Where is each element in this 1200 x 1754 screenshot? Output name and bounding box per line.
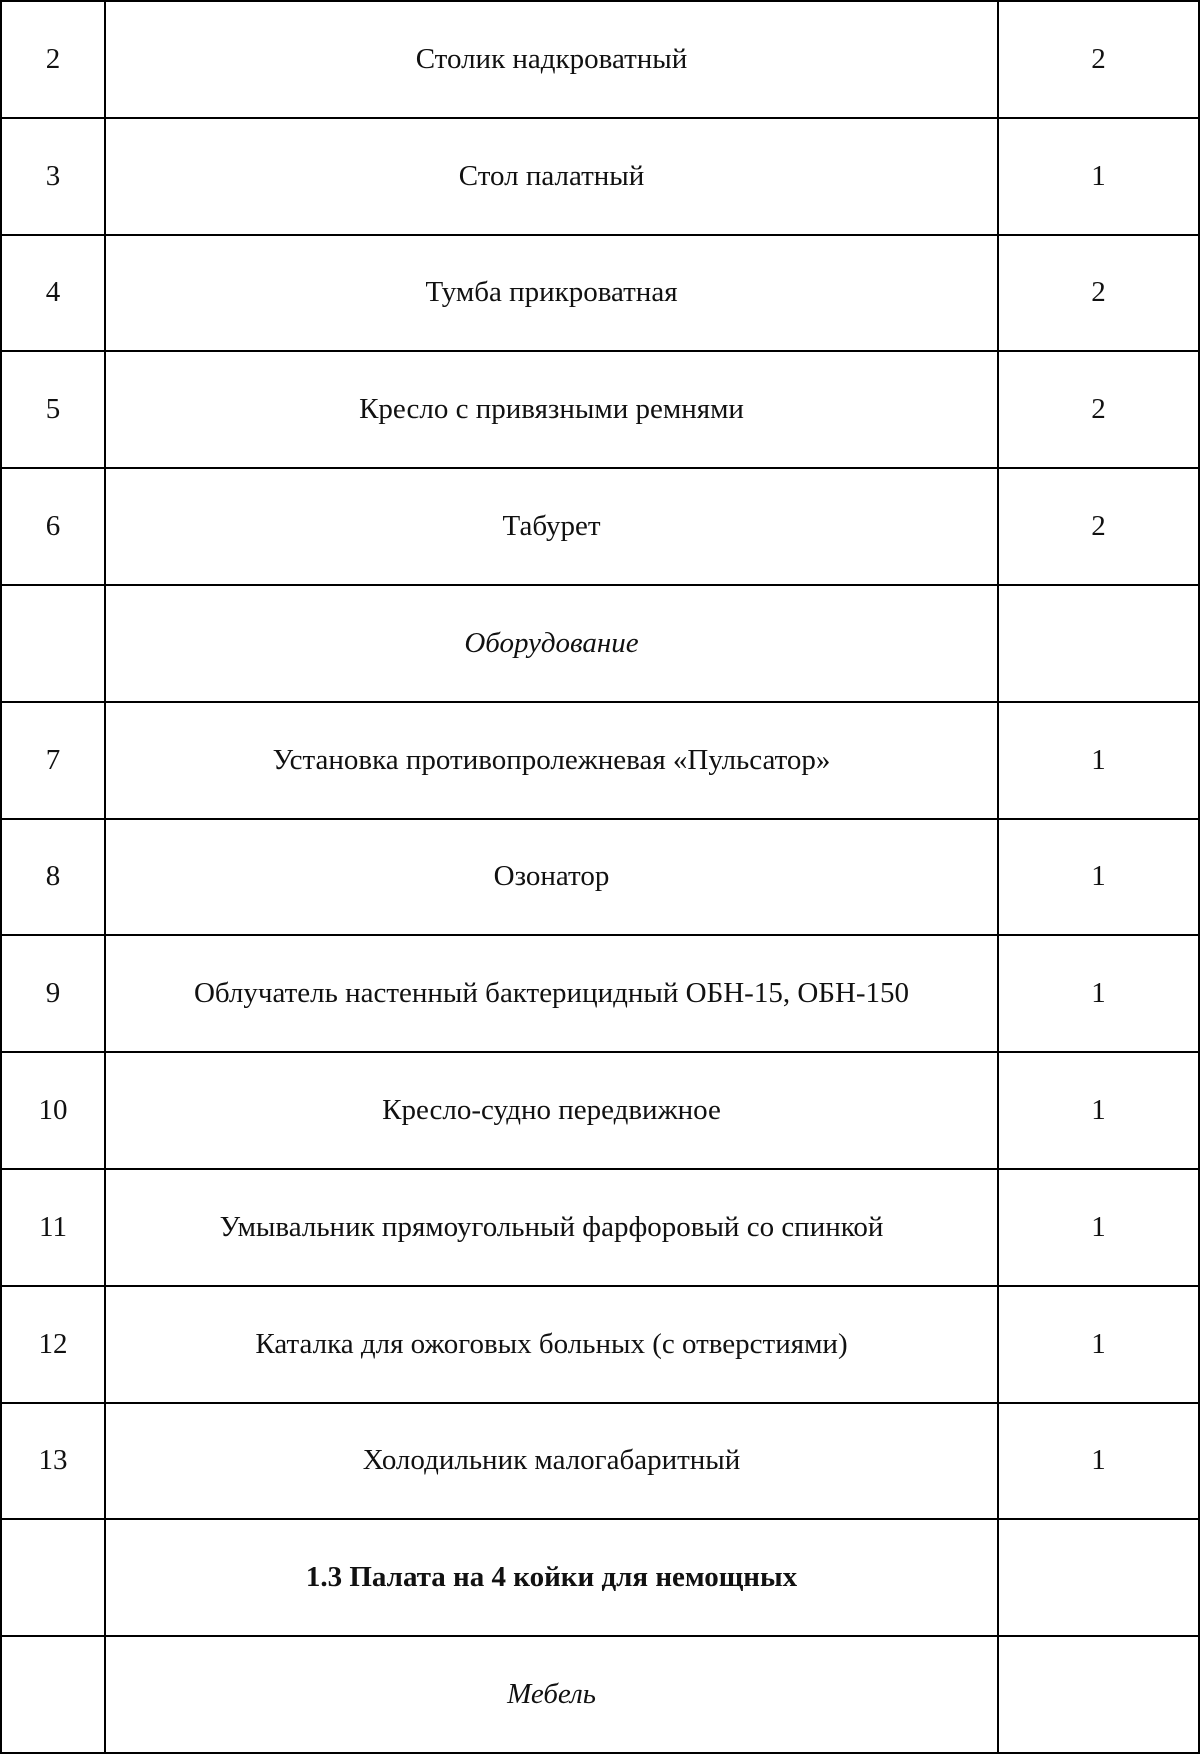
row-number-cell: 13 bbox=[1, 1403, 105, 1520]
row-number-cell: 8 bbox=[1, 819, 105, 936]
table-body bbox=[1, 1, 1199, 1753]
row-number-cell: 3 bbox=[1, 118, 105, 235]
quantity-cell: 1 bbox=[998, 118, 1199, 235]
row-number-cell: 7 bbox=[1, 702, 105, 819]
quantity-cell: 1 bbox=[998, 1403, 1199, 1520]
section-header-row bbox=[1, 1519, 1199, 1636]
row-number-cell: 9 bbox=[1, 935, 105, 1052]
subsection-title-cell: Мебель bbox=[105, 1636, 998, 1753]
quantity-cell: 1 bbox=[998, 1052, 1199, 1169]
table-row bbox=[1, 935, 1199, 1052]
row-number-cell bbox=[1, 1519, 105, 1636]
table-row bbox=[1, 819, 1199, 936]
row-number-cell: 10 bbox=[1, 1052, 105, 1169]
subsection-row bbox=[1, 585, 1199, 702]
row-number-cell: 2 bbox=[1, 1, 105, 118]
quantity-cell: 1 bbox=[998, 702, 1199, 819]
table-row bbox=[1, 1169, 1199, 1286]
quantity-cell bbox=[998, 1636, 1199, 1753]
item-name-cell: Табурет bbox=[105, 468, 998, 585]
item-name-cell: Столик надкроватный bbox=[105, 1, 998, 118]
subsection-row bbox=[1, 1636, 1199, 1753]
item-name-cell: Облучатель настенный бактерицидный ОБН-15, ОБН-150 bbox=[105, 935, 998, 1052]
item-name-cell: Кресло-судно передвижное bbox=[105, 1052, 998, 1169]
quantity-cell bbox=[998, 585, 1199, 702]
row-number-cell: 6 bbox=[1, 468, 105, 585]
quantity-cell: 2 bbox=[998, 351, 1199, 468]
item-name-cell: Кресло с привязными ремнями bbox=[105, 351, 998, 468]
row-number-cell: 12 bbox=[1, 1286, 105, 1403]
row-number-cell: 5 bbox=[1, 351, 105, 468]
row-number-cell bbox=[1, 585, 105, 702]
item-name-cell: Умывальник прямоугольный фарфоровый со спинкой bbox=[105, 1169, 998, 1286]
quantity-cell bbox=[998, 1519, 1199, 1636]
quantity-cell: 1 bbox=[998, 1286, 1199, 1403]
row-number-cell bbox=[1, 1636, 105, 1753]
table-row bbox=[1, 468, 1199, 585]
row-number-cell: 4 bbox=[1, 235, 105, 352]
item-name-cell: Озонатор bbox=[105, 819, 998, 936]
quantity-cell: 1 bbox=[998, 935, 1199, 1052]
quantity-cell: 1 bbox=[998, 819, 1199, 936]
item-name-cell: Каталка для ожоговых больных (с отверстиями) bbox=[105, 1286, 998, 1403]
item-name-cell: Холодильник малогабаритный bbox=[105, 1403, 998, 1520]
subsection-title-cell: Оборудование bbox=[105, 585, 998, 702]
table-row bbox=[1, 118, 1199, 235]
table-row bbox=[1, 1403, 1199, 1520]
table-row bbox=[1, 235, 1199, 352]
quantity-cell: 2 bbox=[998, 468, 1199, 585]
quantity-cell: 2 bbox=[998, 1, 1199, 118]
table-row bbox=[1, 1052, 1199, 1169]
table-row bbox=[1, 702, 1199, 819]
row-number-cell: 11 bbox=[1, 1169, 105, 1286]
item-name-cell: Тумба прикроватная bbox=[105, 235, 998, 352]
section-title-cell: 1.3 Палата на 4 койки для немощных bbox=[105, 1519, 998, 1636]
table-row bbox=[1, 351, 1199, 468]
table-row bbox=[1, 1, 1199, 118]
item-name-cell: Установка противопролежневая «Пульсатор» bbox=[105, 702, 998, 819]
table-row bbox=[1, 1286, 1199, 1403]
item-name-cell: Стол палатный bbox=[105, 118, 998, 235]
quantity-cell: 2 bbox=[998, 235, 1199, 352]
quantity-cell: 1 bbox=[998, 1169, 1199, 1286]
